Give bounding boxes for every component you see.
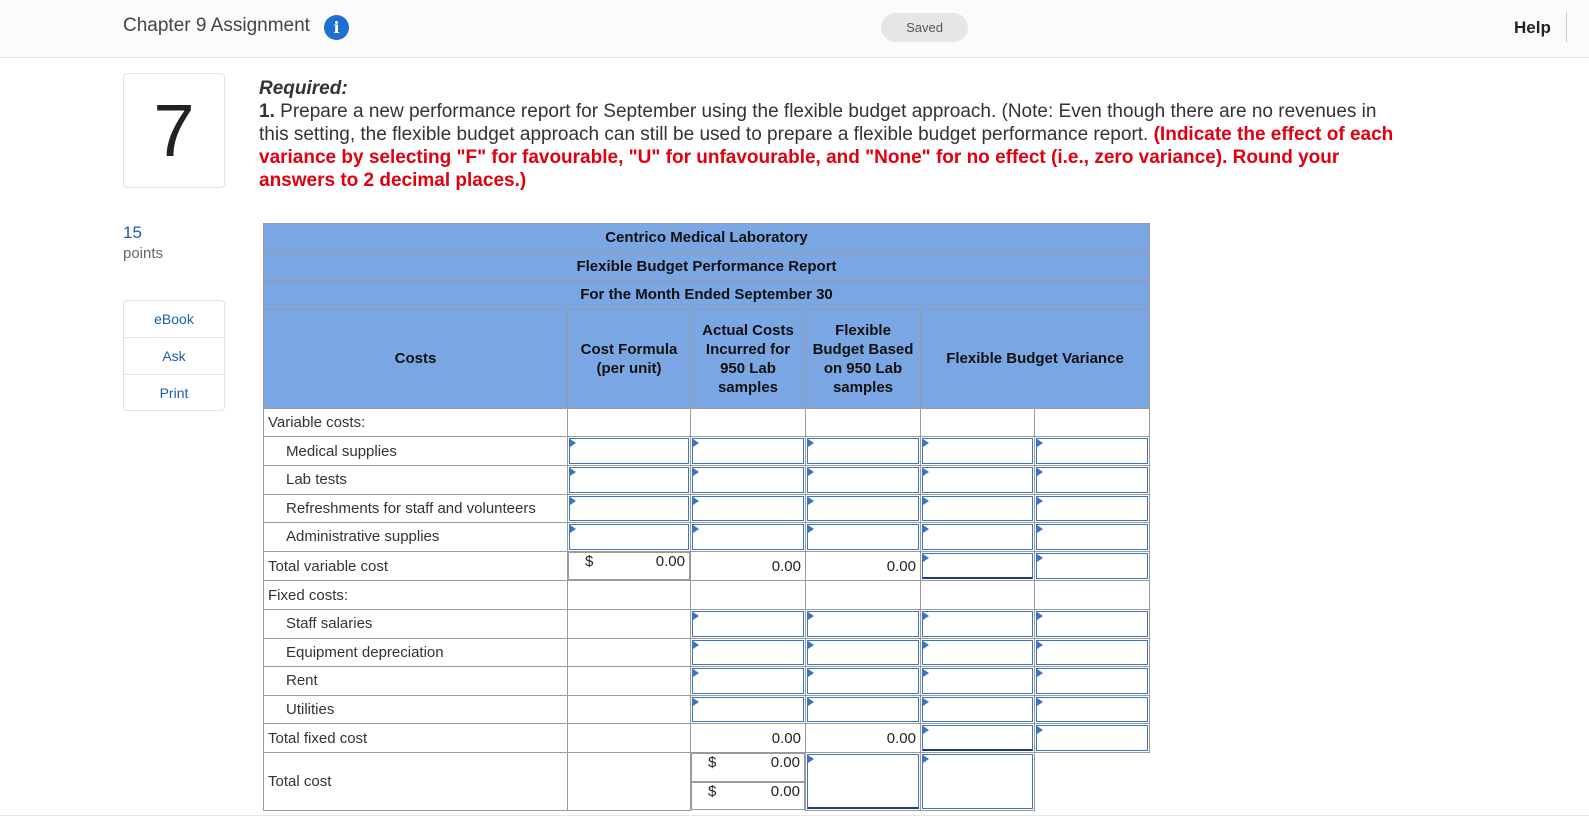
total-variable-flexible: 0.00 <box>806 551 921 581</box>
variance-amount-input[interactable] <box>922 668 1033 694</box>
row-label: Administrative supplies <box>264 523 568 552</box>
variance-amount-input[interactable] <box>922 640 1033 666</box>
help-link[interactable]: Help <box>1514 18 1551 37</box>
col-flexible-budget: Flexible Budget Based on 950 Lab samples <box>806 309 921 408</box>
question-tools <box>123 300 225 411</box>
instruction-text: Prepare a new performance report for September using the flexible budget approach. (Note: Even though there are no revenues in this setting, the flexible budget approach can still be used to prepare a flexible budget performance report. <box>259 101 1377 145</box>
row-label: Refreshments for staff and volunteers <box>264 494 568 523</box>
variance-amount-input[interactable] <box>922 524 1033 550</box>
actual-cost-input[interactable] <box>692 524 804 550</box>
variance-effect-select[interactable] <box>1036 496 1148 522</box>
actual-cost-input[interactable] <box>692 611 804 637</box>
question-prompt <box>259 77 1409 192</box>
variance-effect-select[interactable] <box>1036 725 1148 751</box>
total-fixed-actual: 0.00 <box>691 724 806 753</box>
col-cost-formula: Cost Formula (per unit) <box>568 309 691 408</box>
col-costs: Costs <box>264 309 568 408</box>
actual-cost-input[interactable] <box>692 438 804 464</box>
info-circle-icon[interactable]: i <box>324 15 349 40</box>
variance-effect-select[interactable] <box>1036 467 1148 493</box>
variance-effect-select[interactable] <box>1036 640 1148 666</box>
footer-divider <box>0 815 1589 816</box>
variance-amount-input[interactable] <box>922 496 1033 522</box>
variance-effect-select[interactable] <box>1036 438 1148 464</box>
row-label: Utilities <box>264 695 568 724</box>
variance-amount-input[interactable] <box>807 754 919 809</box>
cost-formula-input[interactable] <box>569 496 689 522</box>
saved-status-badge: Saved <box>881 13 968 42</box>
fixed-costs-label: Fixed costs: <box>264 581 568 610</box>
actual-cost-input[interactable] <box>692 668 804 694</box>
actual-cost-input[interactable] <box>692 496 804 522</box>
variance-amount-input[interactable] <box>922 553 1033 580</box>
performance-report-table <box>263 223 1150 811</box>
row-label: Rent <box>264 667 568 696</box>
col-actual-costs: Actual Costs Incurred for 950 Lab samples <box>691 309 806 408</box>
item-number: 1. <box>259 101 275 122</box>
flexible-budget-input[interactable] <box>807 467 919 493</box>
variance-effect-select[interactable] <box>1036 524 1148 550</box>
variance-effect-select[interactable] <box>1036 611 1148 637</box>
report-title-period: For the Month Ended September 30 <box>264 281 1150 310</box>
assignment-title: Chapter 9 Assignment <box>123 15 310 36</box>
required-heading: Required: <box>259 78 348 99</box>
help-divider <box>1566 12 1567 42</box>
flexible-budget-input[interactable] <box>807 640 919 666</box>
variance-amount-input[interactable] <box>922 697 1033 723</box>
col-flexible-variance: Flexible Budget Variance <box>921 309 1150 408</box>
cost-formula-input[interactable] <box>569 524 689 550</box>
total-cost-actual: $ 0.00 <box>691 753 805 782</box>
actual-cost-input[interactable] <box>692 640 804 666</box>
report-title-name: Flexible Budget Performance Report <box>264 252 1150 281</box>
variance-effect-select[interactable] <box>922 754 1033 809</box>
total-cost-label: Total cost <box>264 752 568 810</box>
total-fixed-label: Total fixed cost <box>264 724 568 753</box>
total-fixed-flexible: 0.00 <box>806 724 921 753</box>
row-label: Staff salaries <box>264 609 568 638</box>
variance-effect-select[interactable] <box>1036 668 1148 694</box>
report-title-company: Centrico Medical Laboratory <box>264 224 1150 253</box>
variance-amount-input[interactable] <box>922 611 1033 637</box>
flexible-budget-input[interactable] <box>807 496 919 522</box>
variance-effect-select[interactable] <box>1036 697 1148 723</box>
row-label: Lab tests <box>264 465 568 494</box>
total-variable-formula: $ 0.00 <box>568 552 690 581</box>
flexible-budget-input[interactable] <box>807 524 919 550</box>
ask-button[interactable]: Ask <box>124 338 224 375</box>
variance-amount-input[interactable] <box>922 725 1033 751</box>
instruction-red: (Indicate the effect of each variance by selecting "F" for favourable, "U" for unfavourable, and "None" for no effect (i.e., zero variance). Round your answers to 2 decimal places.) <box>259 124 1394 191</box>
instruction <box>259 100 1409 192</box>
points-value: 15 <box>123 223 142 242</box>
actual-cost-input[interactable] <box>692 697 804 723</box>
top-bar <box>0 0 1589 58</box>
print-button[interactable]: Print <box>159 385 189 401</box>
flexible-budget-input[interactable] <box>807 438 919 464</box>
variable-costs-label: Variable costs: <box>264 408 568 437</box>
total-variable-actual: 0.00 <box>691 551 806 581</box>
points-label: points <box>123 245 164 262</box>
ebook-button[interactable]: eBook <box>124 301 224 338</box>
actual-cost-input[interactable] <box>692 467 804 493</box>
question-number: 7 <box>123 73 225 188</box>
cost-formula-input[interactable] <box>569 438 689 464</box>
flexible-budget-input[interactable] <box>807 611 919 637</box>
variance-effect-select[interactable] <box>1036 553 1148 580</box>
total-variable-label: Total variable cost <box>264 551 568 581</box>
flexible-budget-input[interactable] <box>807 668 919 694</box>
flexible-budget-input[interactable] <box>807 697 919 723</box>
row-label: Medical supplies <box>264 437 568 466</box>
cost-formula-input[interactable] <box>569 467 689 493</box>
row-label: Equipment depreciation <box>264 638 568 667</box>
total-cost-flexible: $ 0.00 <box>691 782 805 811</box>
variance-amount-input[interactable] <box>922 438 1033 464</box>
variance-amount-input[interactable] <box>922 467 1033 493</box>
